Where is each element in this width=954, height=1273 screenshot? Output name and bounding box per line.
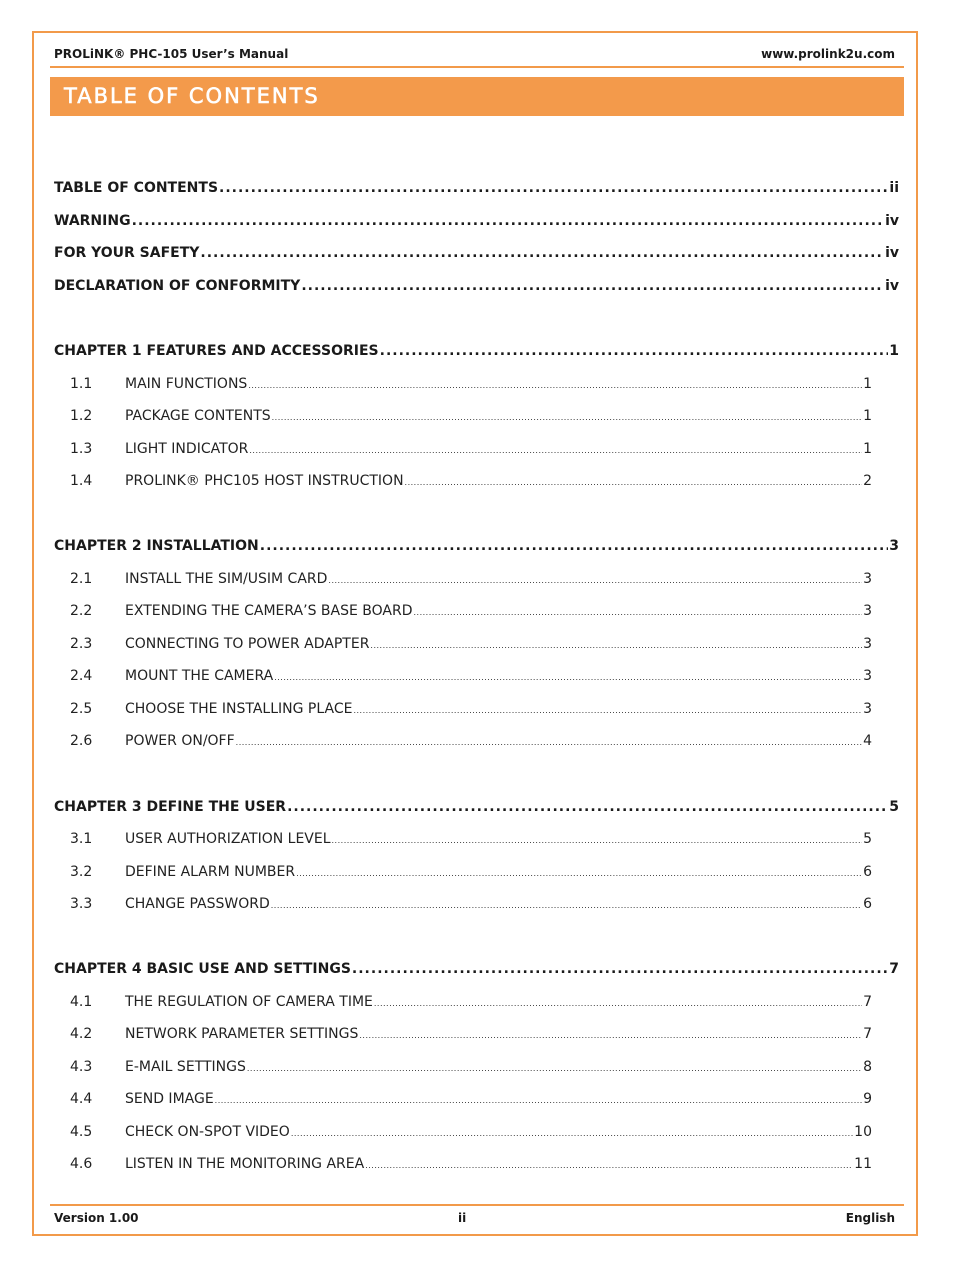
toc-entry-page: iv [885,245,899,261]
toc-leader [353,706,862,715]
toc-section-number: 4.4 [70,1091,93,1107]
toc-leader [200,245,884,261]
toc-section[interactable] [70,571,872,587]
toc-section[interactable] [70,376,872,392]
toc-section-title: USER AUTHORIZATION LEVEL [125,831,331,847]
toc-section[interactable] [70,1026,872,1042]
toc-section-number: 2.3 [70,636,93,652]
toc-section[interactable] [70,1091,872,1107]
toc-section-title: SEND IMAGE [125,1091,214,1107]
toc-entry-page: ii [889,180,899,196]
toc-chapter[interactable] [54,343,899,359]
toc-section-number: 2.6 [70,733,93,749]
toc-chapter-title: CHAPTER 3 DEFINE THE USER [54,799,287,815]
toc-section-number: 3.2 [70,864,93,880]
toc-section[interactable] [70,1124,872,1140]
banner-title: TABLE OF CONTENTS [64,84,320,108]
toc-chapter[interactable] [54,961,899,977]
toc-entry-title: FOR YOUR SAFETY [54,245,200,261]
toc-chapter-page: 7 [889,961,899,977]
footer-version: Version 1.00 [54,1211,139,1225]
toc-section-number: 3.1 [70,831,93,847]
header-manual-title: PROLiNK® PHC-105 User’s Manual [54,47,289,61]
toc-section-title: NETWORK PARAMETER SETTINGS [125,1026,359,1042]
toc-section-page: 1 [863,376,872,392]
toc-section-title: CHANGE PASSWORD [125,896,270,912]
toc-section-page: 1 [863,408,872,424]
toc-leader [405,478,863,487]
toc-section[interactable] [70,733,872,749]
toc-leader [365,1161,853,1170]
toc-section-number: 4.3 [70,1059,93,1075]
toc-leader [287,799,888,815]
toc-chapter-title: CHAPTER 4 BASIC USE AND SETTINGS [54,961,351,977]
toc-section-page: 5 [863,831,872,847]
toc-chapter-page: 3 [889,538,899,554]
header-website: www.prolink2u.com [761,47,895,61]
toc-entry[interactable] [54,278,899,294]
toc-section-page: 9 [863,1091,872,1107]
toc-chapter[interactable] [54,538,899,554]
toc-leader [414,608,863,617]
toc-leader [260,538,889,554]
toc-section-title: PACKAGE CONTENTS [125,408,271,424]
toc-section-number: 2.2 [70,603,93,619]
toc-leader [380,343,889,359]
toc-section[interactable] [70,668,872,684]
toc-section-page: 7 [863,1026,872,1042]
toc-section-page: 3 [863,701,872,717]
toc-section[interactable] [70,636,872,652]
toc-section-page: 3 [863,603,872,619]
toc-section-page: 8 [863,1059,872,1075]
toc-leader [352,961,888,977]
footer-language: English [845,1211,895,1225]
toc-section-page: 1 [863,441,872,457]
toc-leader [328,576,862,585]
toc-section-page: 11 [854,1156,872,1172]
toc-section-page: 2 [863,473,872,489]
toc-section[interactable] [70,473,872,489]
toc-section-page: 6 [863,864,872,880]
toc-entry[interactable] [54,245,899,261]
toc-leader [291,1129,853,1138]
toc-entry-page: iv [885,213,899,229]
toc-section-page: 4 [863,733,872,749]
toc-section-page: 3 [863,636,872,652]
toc-chapter-title: CHAPTER 1 FEATURES AND ACCESSORIES [54,343,379,359]
toc-section[interactable] [70,896,872,912]
toc-section-page: 3 [863,668,872,684]
toc-section-title: LIGHT INDICATOR [125,441,249,457]
toc-section-title: CHECK ON-SPOT VIDEO [125,1124,290,1140]
toc-entry-title: WARNING [54,213,131,229]
footer-page-number: ii [458,1211,467,1225]
toc-section-page: 3 [863,571,872,587]
toc-section-title: LISTEN IN THE MONITORING AREA [125,1156,365,1172]
toc-leader [248,381,862,390]
header-divider [50,66,904,68]
toc-section[interactable] [70,441,872,457]
toc-section-title: DEFINE ALARM NUMBER [125,864,296,880]
toc-section-title: E-MAIL SETTINGS [125,1059,246,1075]
toc-section-number: 4.1 [70,994,93,1010]
toc-leader [249,446,862,455]
toc-section-number: 2.1 [70,571,93,587]
toc-entry[interactable] [54,213,899,229]
toc-leader [359,1031,862,1040]
toc-leader [370,641,862,650]
toc-section[interactable] [70,701,872,717]
toc-leader [296,869,862,878]
toc-section[interactable] [70,831,872,847]
toc-section-number: 4.2 [70,1026,93,1042]
toc-section[interactable] [70,1156,872,1172]
toc-section-page: 7 [863,994,872,1010]
toc-section-title: POWER ON/OFF [125,733,235,749]
toc-entry-title: TABLE OF CONTENTS [54,180,219,196]
toc-section[interactable] [70,864,872,880]
toc-section-number: 4.5 [70,1124,93,1140]
footer-divider [50,1204,904,1206]
toc-section-title: MOUNT THE CAMERA [125,668,274,684]
toc-section-title: MAIN FUNCTIONS [125,376,248,392]
toc-section-number: 1.3 [70,441,93,457]
toc-chapter-page: 5 [889,799,899,815]
toc-section-title: INSTALL THE SIM/USIM CARD [125,571,328,587]
toc-leader [274,673,862,682]
toc-entry-title: DECLARATION OF CONFORMITY [54,278,301,294]
toc-section-number: 1.4 [70,473,93,489]
page-frame [32,31,918,1236]
toc-leader [301,278,884,294]
toc-section-page: 6 [863,896,872,912]
toc-leader [132,213,885,229]
section-banner [50,77,904,116]
toc-section-number: 2.5 [70,701,93,717]
toc-section-page: 10 [854,1124,872,1140]
toc-section-title: CONNECTING TO POWER ADAPTER [125,636,370,652]
toc-leader [272,413,862,422]
toc-section-title: THE REGULATION OF CAMERA TIME [125,994,373,1010]
toc-section-number: 4.6 [70,1156,93,1172]
toc-section-number: 1.2 [70,408,93,424]
toc-section-number: 3.3 [70,896,93,912]
toc-chapter-title: CHAPTER 2 INSTALLATION [54,538,259,554]
toc-section[interactable] [70,1059,872,1075]
toc-entry-page: iv [885,278,899,294]
toc-leader [215,1096,862,1105]
toc-section-number: 2.4 [70,668,93,684]
toc-leader [332,836,863,845]
toc-section-title: EXTENDING THE CAMERA’S BASE BOARD [125,603,413,619]
toc-leader [374,999,862,1008]
toc-section-number: 1.1 [70,376,93,392]
toc-section-title: PROLINK® PHC105 HOST INSTRUCTION [125,473,404,489]
toc-leader [271,901,862,910]
toc-section[interactable] [70,603,872,619]
toc-entry[interactable] [54,180,899,196]
toc-section-title: CHOOSE THE INSTALLING PLACE [125,701,353,717]
toc-section[interactable] [70,994,872,1010]
toc-chapter-page: 1 [889,343,899,359]
toc-section[interactable] [70,408,872,424]
toc-leader [236,738,862,747]
toc-leader [219,180,888,196]
toc-chapter[interactable] [54,799,899,815]
toc-leader [247,1064,862,1073]
